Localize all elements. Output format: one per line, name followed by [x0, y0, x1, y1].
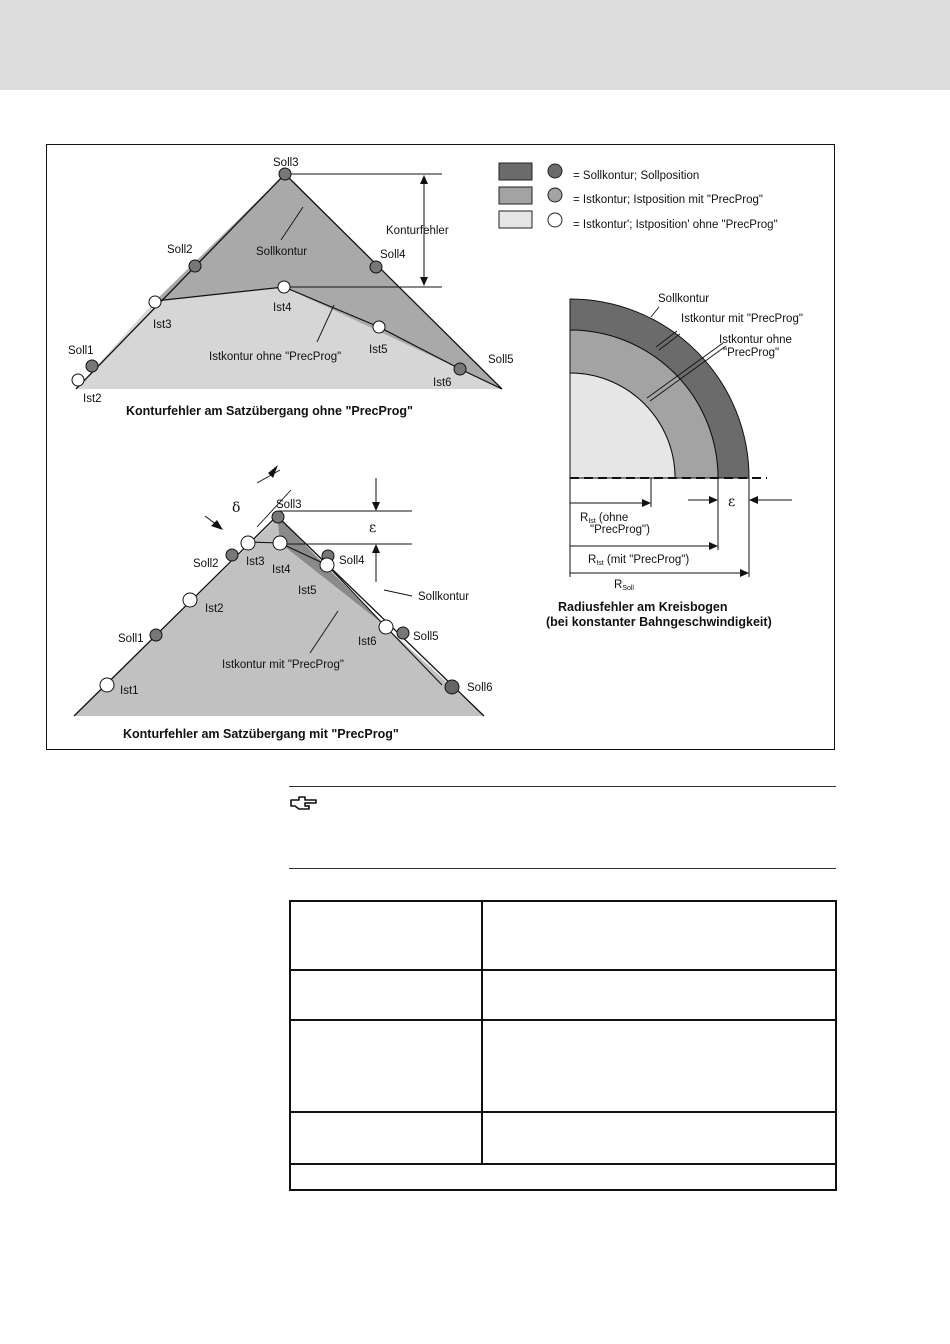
- bottom-soll3-point: [272, 511, 284, 523]
- top-ist4-label: Ist4: [273, 302, 292, 314]
- bottom-eps-arrowhead-lower: [372, 544, 380, 553]
- arc-eps-arrowhead-left: [709, 496, 718, 504]
- bottom-ist4-label: Ist4: [272, 564, 291, 576]
- arc-caption-1: Radiusfehler am Kreisbogen: [558, 600, 728, 614]
- bottom-eps-arrowhead-upper: [372, 502, 380, 511]
- arc-r-ist-ohne-text-2: "PrecProg"): [590, 524, 650, 536]
- bottom-soll4-label: Soll4: [339, 555, 365, 567]
- table-cell: [482, 1020, 836, 1112]
- legend-swatch-ist-mit: [499, 187, 532, 204]
- top-soll4-label: Soll4: [380, 249, 406, 261]
- top-error-arrowhead-down: [420, 277, 428, 286]
- bottom-soll1-label: Soll1: [118, 633, 144, 645]
- table-row: [290, 1112, 836, 1164]
- table-cell: [290, 1020, 482, 1112]
- arc-eps-label: ε: [728, 494, 736, 510]
- contour-error-diagram: [47, 145, 836, 751]
- top-sollkontur-label: Sollkontur: [256, 246, 308, 258]
- top-soll4-point: [370, 261, 382, 273]
- top-ist2-label: Ist2: [83, 393, 102, 405]
- bottom-ist3-point: [241, 536, 255, 550]
- top-ist5-label: Ist5: [369, 344, 388, 356]
- bottom-soll5-point: [397, 627, 409, 639]
- top-error-arrowhead-up: [420, 175, 428, 184]
- table-cell: [290, 1164, 836, 1190]
- table-cell: [290, 970, 482, 1020]
- pointing-hand-icon: [289, 793, 319, 813]
- arc-caption-2: (bei konstanter Bahngeschwindigkeit): [546, 615, 772, 629]
- arc-r-soll-text: RSoll: [614, 579, 634, 592]
- legend-swatch-ist-ohne: [499, 211, 532, 228]
- table-row: [290, 1020, 836, 1112]
- arc-sollkontur-label: Sollkontur: [658, 293, 710, 305]
- top-istkontur-label: Istkontur ohne "PrecProg": [209, 351, 342, 363]
- note-box: [289, 786, 836, 869]
- table-cell: [482, 901, 836, 970]
- table-row: [290, 1164, 836, 1190]
- top-soll3-point: [279, 168, 291, 180]
- top-soll5-point: [454, 363, 466, 375]
- table-cell: [482, 970, 836, 1020]
- bottom-ist3-label: Ist3: [246, 556, 265, 568]
- legend-dot-ist-ohne: [548, 213, 562, 227]
- bottom-soll6-label: Soll6: [467, 682, 493, 694]
- legend-swatch-soll: [499, 163, 532, 180]
- info-table: [289, 900, 837, 1191]
- arc-r-soll-arrowhead: [740, 569, 749, 577]
- bottom-soll1-point: [150, 629, 162, 641]
- top-caption: Konturfehler am Satzübergang ohne "PrecProg": [126, 404, 413, 418]
- bottom-ist1-label: Ist1: [120, 685, 139, 697]
- bottom-triangle: [74, 465, 493, 741]
- top-soll3-label: Soll3: [273, 157, 299, 169]
- top-soll5-label: Soll5: [488, 354, 514, 366]
- bottom-ist5-label: Ist5: [298, 585, 317, 597]
- arc-ist-ohne-label-1: Istkontur ohne: [719, 334, 792, 346]
- top-ist3-label: Ist3: [153, 319, 172, 331]
- top-ist3-point: [149, 296, 161, 308]
- table-cell: [290, 1112, 482, 1164]
- legend-text-soll: = Sollkontur; Sollposition: [573, 170, 700, 182]
- bottom-soll3-label: Soll3: [276, 499, 302, 511]
- table-row: [290, 901, 836, 970]
- bottom-sollkontur-leader: [384, 590, 412, 596]
- bottom-soll6-point: [445, 680, 459, 694]
- top-ist5-point: [373, 321, 385, 333]
- legend-dot-ist-mit: [548, 188, 562, 202]
- bottom-ist2-point: [183, 593, 197, 607]
- bottom-soll5-label: Soll5: [413, 631, 439, 643]
- arc-r-ist-ohne-text-1: RIst (ohne: [580, 512, 629, 525]
- bottom-soll2-point: [226, 549, 238, 561]
- table-row: [290, 970, 836, 1020]
- legend-dot-soll: [548, 164, 562, 178]
- figure-frame: [46, 144, 835, 750]
- bottom-istkontur-label: Istkontur mit "PrecProg": [222, 659, 344, 671]
- bottom-delta-label: δ: [232, 500, 241, 516]
- legend-text-ist-ohne: = Istkontur'; Istposition' ohne "PrecProg": [573, 219, 778, 231]
- bottom-ist1-point: [100, 678, 114, 692]
- arc-r-ist-mit-text: RIst (mit "PrecProg"): [588, 554, 690, 567]
- table-cell: [290, 901, 482, 970]
- bottom-eps-label: ε: [369, 520, 377, 536]
- arc-eps-arrowhead-right: [749, 496, 758, 504]
- bottom-sollkontur-label: Sollkontur: [418, 591, 470, 603]
- arc-ist-mit-label: Istkontur mit "PrecProg": [681, 313, 803, 325]
- bottom-ist5-point: [320, 558, 334, 572]
- top-triangle: [68, 157, 514, 418]
- top-soll1-label: Soll1: [68, 345, 94, 357]
- top-soll2-point: [189, 260, 201, 272]
- arc-r-ist-mit-arrowhead: [709, 542, 718, 550]
- table-cell: [482, 1112, 836, 1164]
- top-ist2-point: [72, 374, 84, 386]
- legend-text-ist-mit: = Istkontur; Istposition mit "PrecProg": [573, 194, 764, 206]
- arc-diagram: [546, 293, 803, 629]
- bottom-ist6-point: [379, 620, 393, 634]
- top-ist6-label: Ist6: [433, 377, 452, 389]
- legend: [499, 163, 778, 231]
- bottom-soll2-label: Soll2: [193, 558, 219, 570]
- bottom-ist6-label: Ist6: [358, 636, 377, 648]
- bottom-delta-arrow-top: [257, 470, 280, 483]
- top-ist4-point: [278, 281, 290, 293]
- arc-sollkontur-leader: [651, 307, 659, 317]
- arc-r-ist-ohne-arrowhead: [642, 499, 651, 507]
- top-soll2-label: Soll2: [167, 244, 193, 256]
- bottom-ist4-point: [273, 536, 287, 550]
- top-soll1-point: [86, 360, 98, 372]
- bottom-caption: Konturfehler am Satzübergang mit "PrecProg": [123, 727, 399, 741]
- arc-ist-ohne-label-2: "PrecProg": [723, 347, 780, 359]
- header-band: [0, 0, 950, 90]
- bottom-ist2-label: Ist2: [205, 603, 224, 615]
- top-konturfehler-label: Konturfehler: [386, 225, 449, 237]
